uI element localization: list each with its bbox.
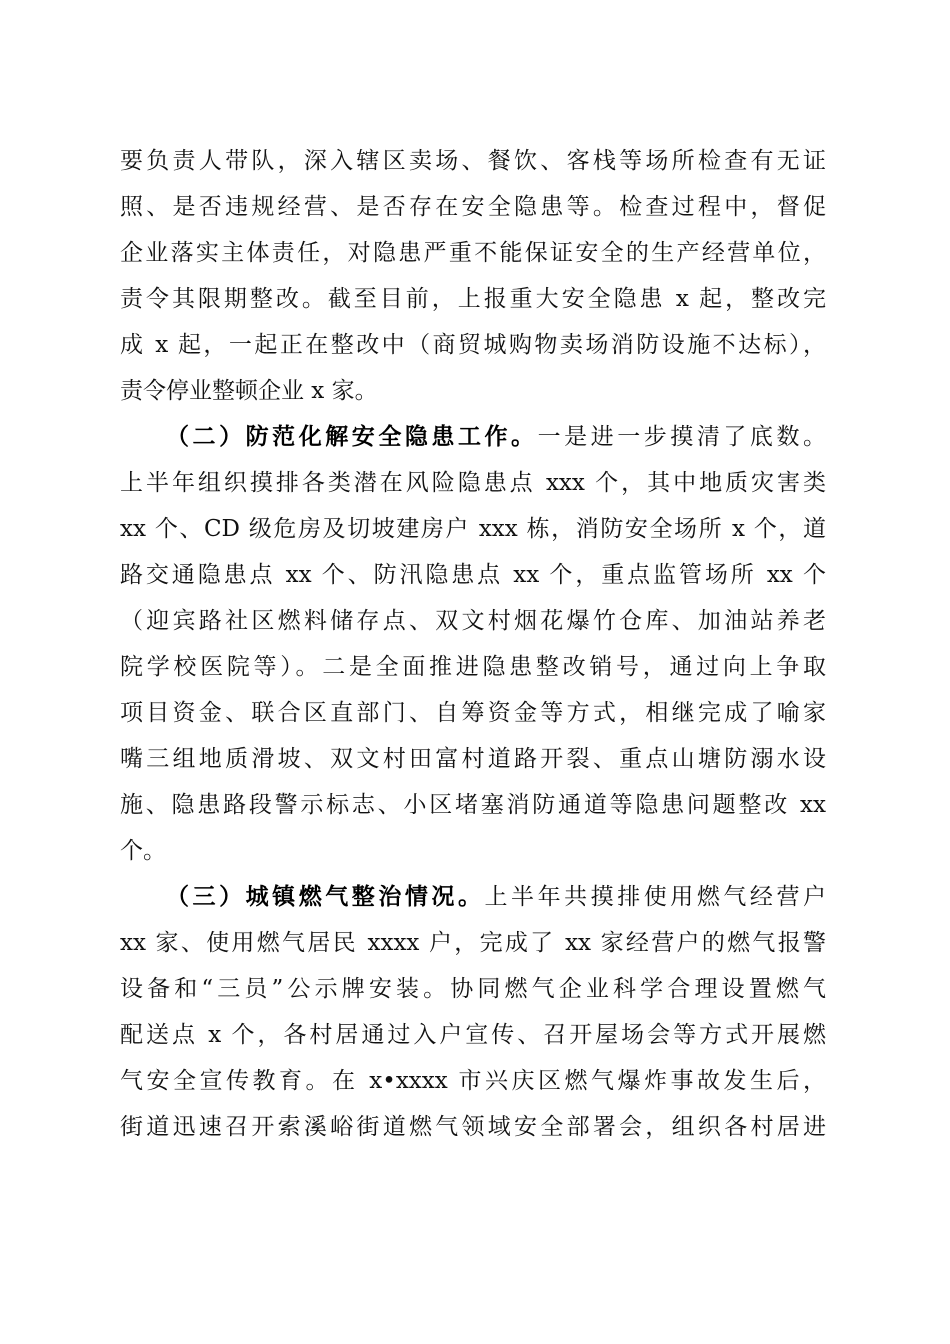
paragraph-1-line-4: 责令其限期整改。截至目前，上报重大安全隐患 x 起，整改完	[120, 286, 826, 312]
paragraph-1-line-6: 责令停业整顿企业 x 家。	[120, 378, 378, 404]
section-heading-2: （二）防范化解安全隐患工作。	[166, 424, 538, 450]
paragraph-3-line-6: 街道迅速召开索溪峪街道燃气领域安全部署会，组织各村居进	[120, 1114, 826, 1140]
paragraph-2-line-5: （迎宾路社区燃料储存点、双文村烟花爆竹仓库、加油站养老	[120, 608, 826, 634]
section-heading-3: （三）城镇燃气整治情况。	[166, 884, 485, 910]
paragraph-2-first-line-text: 一是进一步摸清了底数。	[537, 424, 827, 450]
paragraph-3-line-3: 设备和“三员”公示牌安装。协同燃气企业科学合理设置燃气	[120, 976, 826, 1002]
paragraph-2-line-4: 路交通隐患点 xx 个、防汛隐患点 xx 个，重点监管场所 xx 个	[120, 562, 826, 588]
paragraph-2-line-6: 院学校医院等）。二是全面推进隐患整改销号，通过向上争取	[120, 654, 826, 680]
paragraph-1-line-5: 成 x 起，一起正在整改中（商贸城购物卖场消防设施不达标），	[120, 332, 826, 358]
paragraph-2-line-8: 嘴三组地质滑坡、双文村田富村道路开裂、重点山塘防溺水设	[120, 746, 826, 772]
paragraph-2-line-9: 施、隐患路段警示标志、小区堵塞消防通道等隐患问题整改 xx	[120, 792, 826, 818]
paragraph-2-line-3: xx 个、CD 级危房及切坡建房户 xxx 栋，消防安全场所 x 个，道	[120, 516, 826, 542]
paragraph-1-line-3: 企业落实主体责任，对隐患严重不能保证安全的生产经营单位，	[120, 240, 826, 266]
paragraph-3-line-4: 配送点 x 个，各村居通过入户宣传、召开屋场会等方式开展燃	[120, 1022, 826, 1048]
paragraph-1-line-2: 照、是否违规经营、是否存在安全隐患等。检查过程中，督促	[120, 194, 826, 220]
paragraph-3-first-line	[166, 874, 826, 920]
paragraph-3-first-line-text: 上半年共摸排使用燃气经营户	[484, 884, 827, 910]
paragraph-3-line-2: xx 家、使用燃气居民 xxxx 户，完成了 xx 家经营户的燃气报警	[120, 930, 826, 956]
paragraph-2-line-7: 项目资金、联合区直部门、自筹资金等方式，相继完成了喻家	[120, 700, 826, 726]
paragraph-2-line-10: 个。	[120, 838, 166, 864]
paragraph-3-line-5: 气安全宣传教育。在 x•xxxx 市兴庆区燃气爆炸事故发生后，	[120, 1068, 826, 1094]
paragraph-1-line-1: 要负责人带队，深入辖区卖场、餐饮、客栈等场所检查有无证	[120, 148, 826, 174]
paragraph-2-first-line	[166, 414, 826, 460]
paragraph-2-line-2: 上半年组织摸排各类潜在风险隐患点 xxx 个，其中地质灾害类	[120, 470, 826, 496]
